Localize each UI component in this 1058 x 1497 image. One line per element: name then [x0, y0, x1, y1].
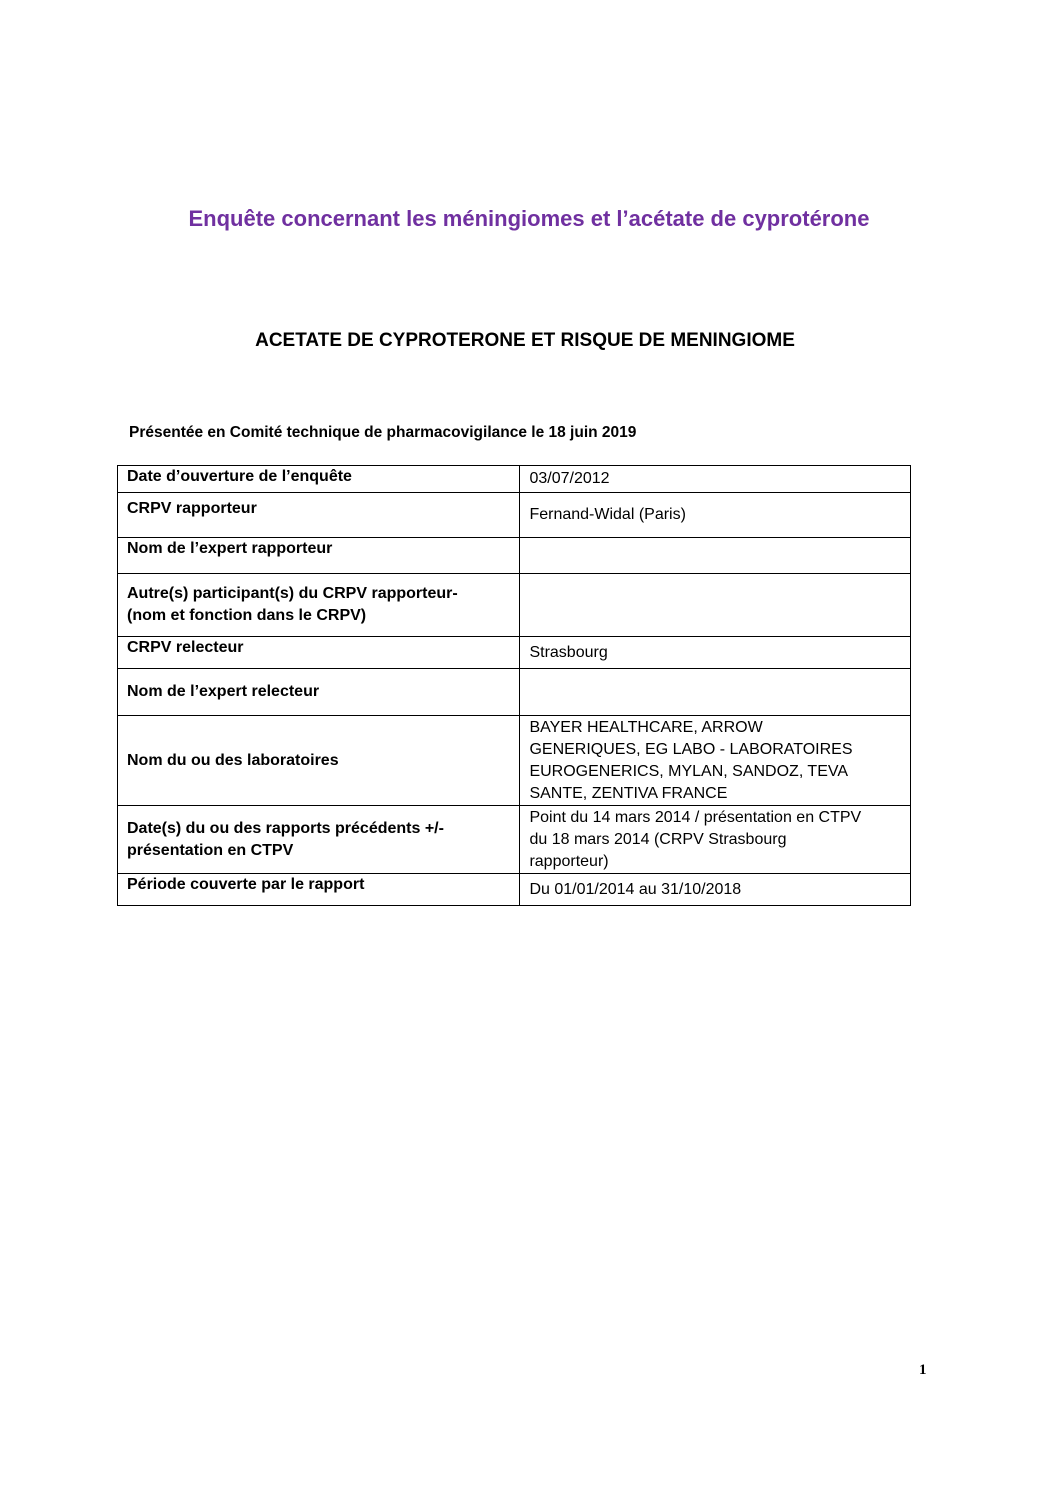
table-value — [520, 806, 911, 874]
table-label: Période couverte par le rapport — [118, 874, 520, 906]
table-label: Nom de l’expert relecteur — [118, 669, 520, 716]
table-value: Du 01/01/2014 au 31/10/2018 — [520, 874, 911, 906]
table-label — [118, 574, 520, 637]
table-value-line: GENERIQUES, EG LABO - LABORATOIRES — [529, 740, 853, 758]
table-value-line: SANTE, ZENTIVA FRANCE — [529, 784, 728, 802]
table-row-laboratories — [118, 716, 911, 806]
table-value: 03/07/2012 — [520, 466, 911, 493]
table-value — [520, 538, 911, 574]
table-row-previous-reports — [118, 806, 911, 874]
table-row-crpv-relecteur — [118, 637, 911, 669]
table-value-line: du 18 mars 2014 (CRPV Strasbourg — [529, 830, 787, 848]
table-value: Strasbourg — [520, 637, 911, 669]
table-label: Nom du ou des laboratoires — [118, 716, 520, 806]
table-value — [520, 716, 911, 806]
survey-info-table — [117, 465, 911, 906]
table-label — [118, 806, 520, 874]
table-row-expert-rapporteur — [118, 538, 911, 574]
table-value-line: Point du 14 mars 2014 / présentation en CTPV — [529, 808, 862, 826]
table-value-line: BAYER HEALTHCARE, ARROW — [529, 718, 763, 736]
table-label-line: Date(s) du ou des rapports précédents +/- — [127, 819, 444, 837]
table-label: Nom de l’expert rapporteur — [118, 538, 520, 574]
table-value-line: EUROGENERICS, MYLAN, SANDOZ, TEVA — [529, 762, 849, 780]
table-row-expert-relecteur — [118, 669, 911, 716]
presentation-note: Présentée en Comité technique de pharmacovigilance le 18 juin 2019 — [129, 424, 637, 441]
table-row-other-participants — [118, 574, 911, 637]
table-value — [520, 574, 911, 637]
table-row-opening-date — [118, 466, 911, 493]
table-label: CRPV rapporteur — [118, 493, 520, 538]
table-label-line: présentation en CTPV — [127, 841, 294, 859]
page-title: Enquête concernant les méningiomes et l’acétate de cyprotérone — [188, 206, 870, 231]
document-subtitle: ACETATE DE CYPROTERONE ET RISQUE DE MENINGIOME — [255, 330, 795, 351]
table-label: CRPV relecteur — [118, 637, 520, 669]
table-label-line: Autre(s) participant(s) du CRPV rapporteur- — [127, 585, 458, 602]
table-value: Fernand-Widal (Paris) — [520, 493, 911, 538]
table-value-line: rapporteur) — [529, 852, 609, 870]
table-value — [520, 669, 911, 716]
page-number: 1 — [919, 1362, 927, 1378]
table-row-crpv-rapporteur — [118, 493, 911, 538]
table-row-covered-period — [118, 874, 911, 906]
table-label: Date d’ouverture de l’enquête — [118, 466, 520, 493]
table-label-line: (nom et fonction dans le CRPV) — [127, 607, 367, 624]
